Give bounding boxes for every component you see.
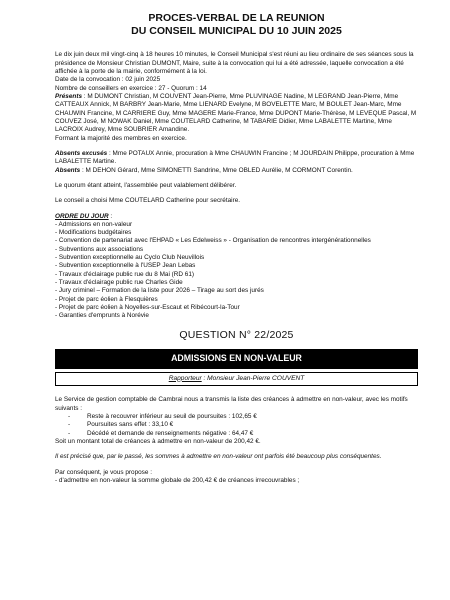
precise-text: Il est précisé que, par le passé, les sommes à admettre en non-valeur ont parfois été beaucoup plus conséquentes. bbox=[55, 453, 382, 461]
list-item: - Projet de parc éolien à Flesquières bbox=[55, 295, 158, 303]
list-item: - Admissions en non-valeur bbox=[55, 220, 133, 228]
list-item: - Subvention exceptionnelle à l'USEP Jean Lebas bbox=[55, 262, 196, 270]
title-line-1: PROCES-VERBAL DE LA REUNION bbox=[148, 12, 325, 24]
convocation-date: Date de la convocation : 02 juin 2025 bbox=[55, 76, 161, 84]
service-paragraph: Le Service de gestion comptable de Cambrai nous a transmis la liste des créances à admettre en non-valeur, avec les motifs suivants : bbox=[55, 396, 408, 412]
list-item: - Modifications budgétaires bbox=[55, 229, 132, 237]
rapporteur-box bbox=[55, 372, 418, 387]
list-item: - Jury criminel – Formation de la liste pour 2026 – Tirage au sort des jurés bbox=[55, 287, 264, 295]
list-item: - Reste à recouvrer inférieur au seuil de poursuites : 102,65 € bbox=[68, 413, 257, 421]
absents-label: Absents bbox=[55, 166, 81, 174]
list-item: - Subventions aux associations bbox=[55, 245, 144, 253]
ordre-du-jour-list bbox=[55, 221, 418, 321]
list-item: - Garanties d'emprunts à Norévie bbox=[55, 312, 149, 320]
list-item: - Poursuites sans effet : 33,10 € bbox=[68, 421, 174, 429]
propose-item: - d'admettre en non-valeur la somme globale de 200,42 € de créances irrecouvrables ; bbox=[55, 477, 300, 485]
rapporteur-name: : Monsieur Jean-Pierre COUVENT bbox=[201, 374, 305, 382]
presents-list: : M DUMONT Christian, M COUVENT Jean-Pierre, Mme PLUVINAGE Nadine, M LEGRAND Jean-Pierre, Mme CATTEAUX Annick, M BARBRY Jean-Marie, Mme LIENARD Evelyne, M BOVELETTE Marc, M BOULET Jean-Marc, Mme CHAUWIN Francine, M CARRIERE Guy, Mme MAGERE Marie-France, Mme DUPONT Marie-Thérèse, M LEVEQUE Pascal, M COUVEZ José, M NOWAK Daniel, Mme COUTELARD Catherine, M TABARIE Didier, Mme LABALETTE Martine, Mme LACROIX Audrey, Mme SOUBRIER Amandine. bbox=[55, 92, 417, 134]
absents-paragraph bbox=[55, 167, 418, 175]
total-text: Soit un montant total de créances à admettre en non-valeur de 200,42 €. bbox=[55, 438, 261, 446]
list-item: - Travaux d'éclairage public rue du 8 Mai (RD 61) bbox=[55, 270, 195, 278]
quorum-text: Le quorum étant atteint, l'assemblée peut valablement délibérer. bbox=[55, 181, 237, 189]
propose-text: Par conséquent, je vous propose : bbox=[55, 468, 152, 476]
excuses-list: : Mme POTAUX Annie, procuration à Mme CHAUWIN Francine ; M JOURDAIN Philippe, procuration à Mme LABALETTE Martine. bbox=[55, 149, 415, 166]
ordre-du-jour-heading: ORDRE DU JOUR : bbox=[55, 212, 113, 220]
list-item: - Projet de parc éolien à Noyelles-sur-Escaut et Ribécourt-la-Tour bbox=[55, 304, 240, 312]
intro-paragraph: Le dix juin deux mil vingt-cinq à 18 heures 10 minutes, le Conseil Municipal s'est réuni au lieu ordinaire de ses séances sous la présidence de Monsieur Christian DUMONT, Maire, suite à la convocation qui lui a été adressée, laquelle convocation a été affichée à la porte de la mairie, conformément à la loi. bbox=[55, 51, 414, 75]
majorite-text: Formant la majorité des membres en exercice. bbox=[55, 134, 187, 142]
excuses-label: Absents excusés bbox=[55, 149, 108, 157]
list-item: - Décédé et demande de renseignements négative : 64,47 € bbox=[68, 429, 254, 437]
title-line-2: DU CONSEIL MUNICIPAL DU 10 JUIN 2025 bbox=[131, 25, 342, 38]
rapporteur-label: Rapporteur bbox=[168, 374, 202, 382]
section-banner: ADMISSIONS EN NON-VALEUR bbox=[55, 349, 418, 368]
ordre-du-jour-title: ORDRE DU JOUR bbox=[55, 212, 109, 220]
list-item: - Subvention exceptionnelle au Cyclo Club Neuvillois bbox=[55, 254, 205, 262]
absents-list: : M DEHON Gérard, Mme SIMONETTI Sandrine, Mme OBLED Aurélie, M CORMONT Corentin. bbox=[80, 166, 353, 174]
list-item: - Travaux d'éclairage public rue Charles Gide bbox=[55, 279, 183, 287]
secretaire-text: Le conseil a choisi Mme COUTELARD Catherine pour secrétaire. bbox=[55, 197, 241, 205]
motifs-list bbox=[55, 413, 418, 438]
excuses-paragraph bbox=[55, 150, 418, 167]
question-number: QUESTION N° 22/2025 bbox=[179, 328, 294, 341]
document-title bbox=[55, 12, 418, 38]
presents-paragraph bbox=[55, 93, 418, 135]
conseillers-exercice: Nombre de conseillers en exercice : 27 - Quorum : 14 bbox=[55, 84, 207, 92]
list-item: - Convention de partenariat avec l'EHPAD « Les Edelweiss » - Organisation de rencontres intergénérationnelles bbox=[55, 237, 371, 245]
presents-label: Présents bbox=[55, 92, 82, 100]
